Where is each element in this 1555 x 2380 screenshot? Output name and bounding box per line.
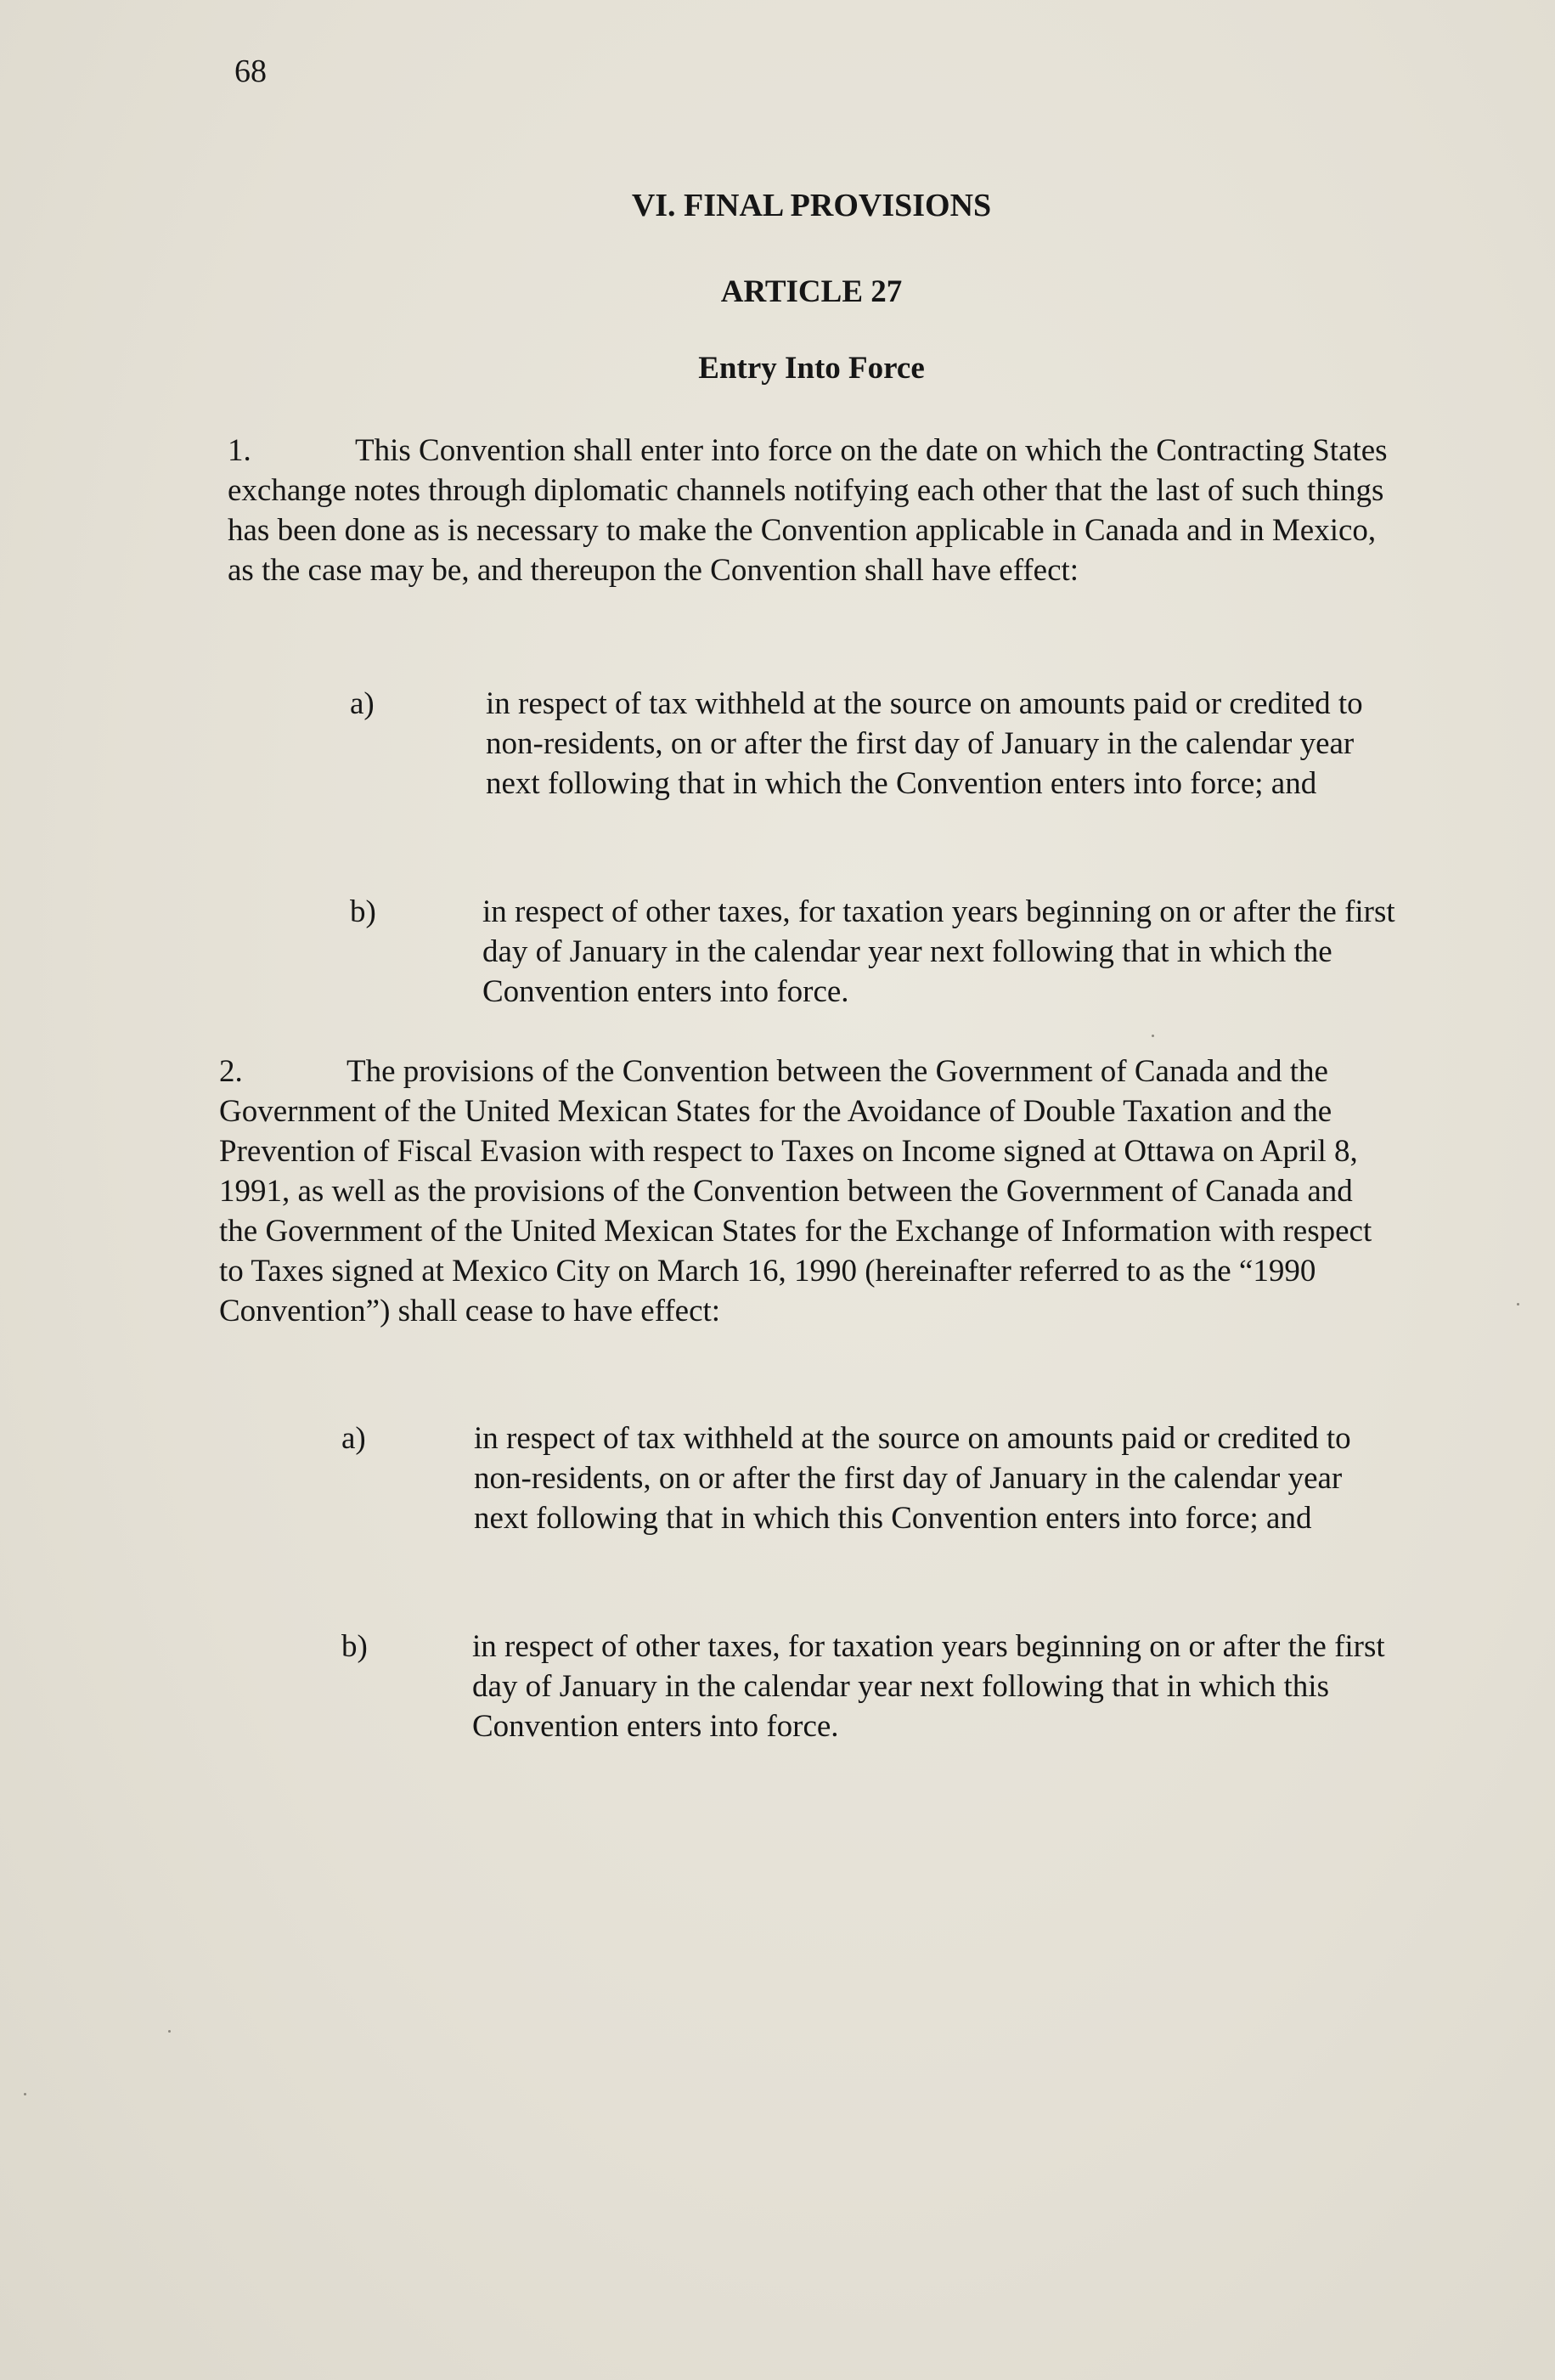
list-item-text: in respect of other taxes, for taxation years beginning on or after the first day of January in the calendar year next following that in which the Convention enters into force. <box>482 894 1395 1009</box>
paragraph-text: The provisions of the Convention between the Government of Canada and the Government of the United Mexican States for the Avoidance of Double Taxation and the Prevention of Fiscal Evasion with respect to Taxes on Income signed at Ottawa on April 8, 1991, as well as the provisions of the Convention between the Government of Canada and the Government of the United Mexican States for the Exchange of Information with respect to Taxes signed at Mexico City on March 16, 1990 (hereinafter referred to as the “1990 Convention”) shall cease to have effect: <box>219 1054 1372 1328</box>
list-item-text: in respect of other taxes, for taxation years beginning on or after the first day of January in the calendar year next following that in which this Convention enters into force. <box>472 1629 1385 1744</box>
list-item-text: in respect of tax withheld at the source on amounts paid or credited to non-residents, on or after the first day of January in the calendar year next following that in which the Convention enters into force; and <box>486 686 1363 801</box>
paragraph-2 <box>219 1052 1391 1331</box>
section-heading: VI. FINAL PROVISIONS <box>631 188 992 223</box>
paragraph-text: This Convention shall enter into force on the date on which the Contracting States exchange notes through diplomatic channels notifying each other that the last of such things has been done as is necessary to make the Convention applicable in Canada and in Mexico, as the case may be, and thereupon the Convention shall have effect: <box>228 433 1388 588</box>
paper-speck <box>1152 1035 1154 1037</box>
list-item-label: a) <box>341 1421 366 1456</box>
paper-speck <box>24 2093 26 2095</box>
paragraph-number: 2. <box>219 1054 243 1089</box>
paragraph-number: 1. <box>228 433 251 468</box>
paragraph-1 <box>228 431 1400 590</box>
list-item-label: a) <box>350 686 375 721</box>
paper-speck <box>168 2030 171 2033</box>
list-item-label: b) <box>350 894 376 929</box>
page-number: 68 <box>234 54 267 89</box>
paper-speck <box>1517 1303 1519 1306</box>
article-title: Entry Into Force <box>698 351 925 386</box>
article-heading: ARTICLE 27 <box>720 274 903 309</box>
list-item-label: b) <box>341 1629 368 1664</box>
list-item-text: in respect of tax withheld at the source on amounts paid or credited to non-residents, on or after the first day of January in the calendar year next following that in which this Convention enters into force; and <box>474 1421 1351 1536</box>
